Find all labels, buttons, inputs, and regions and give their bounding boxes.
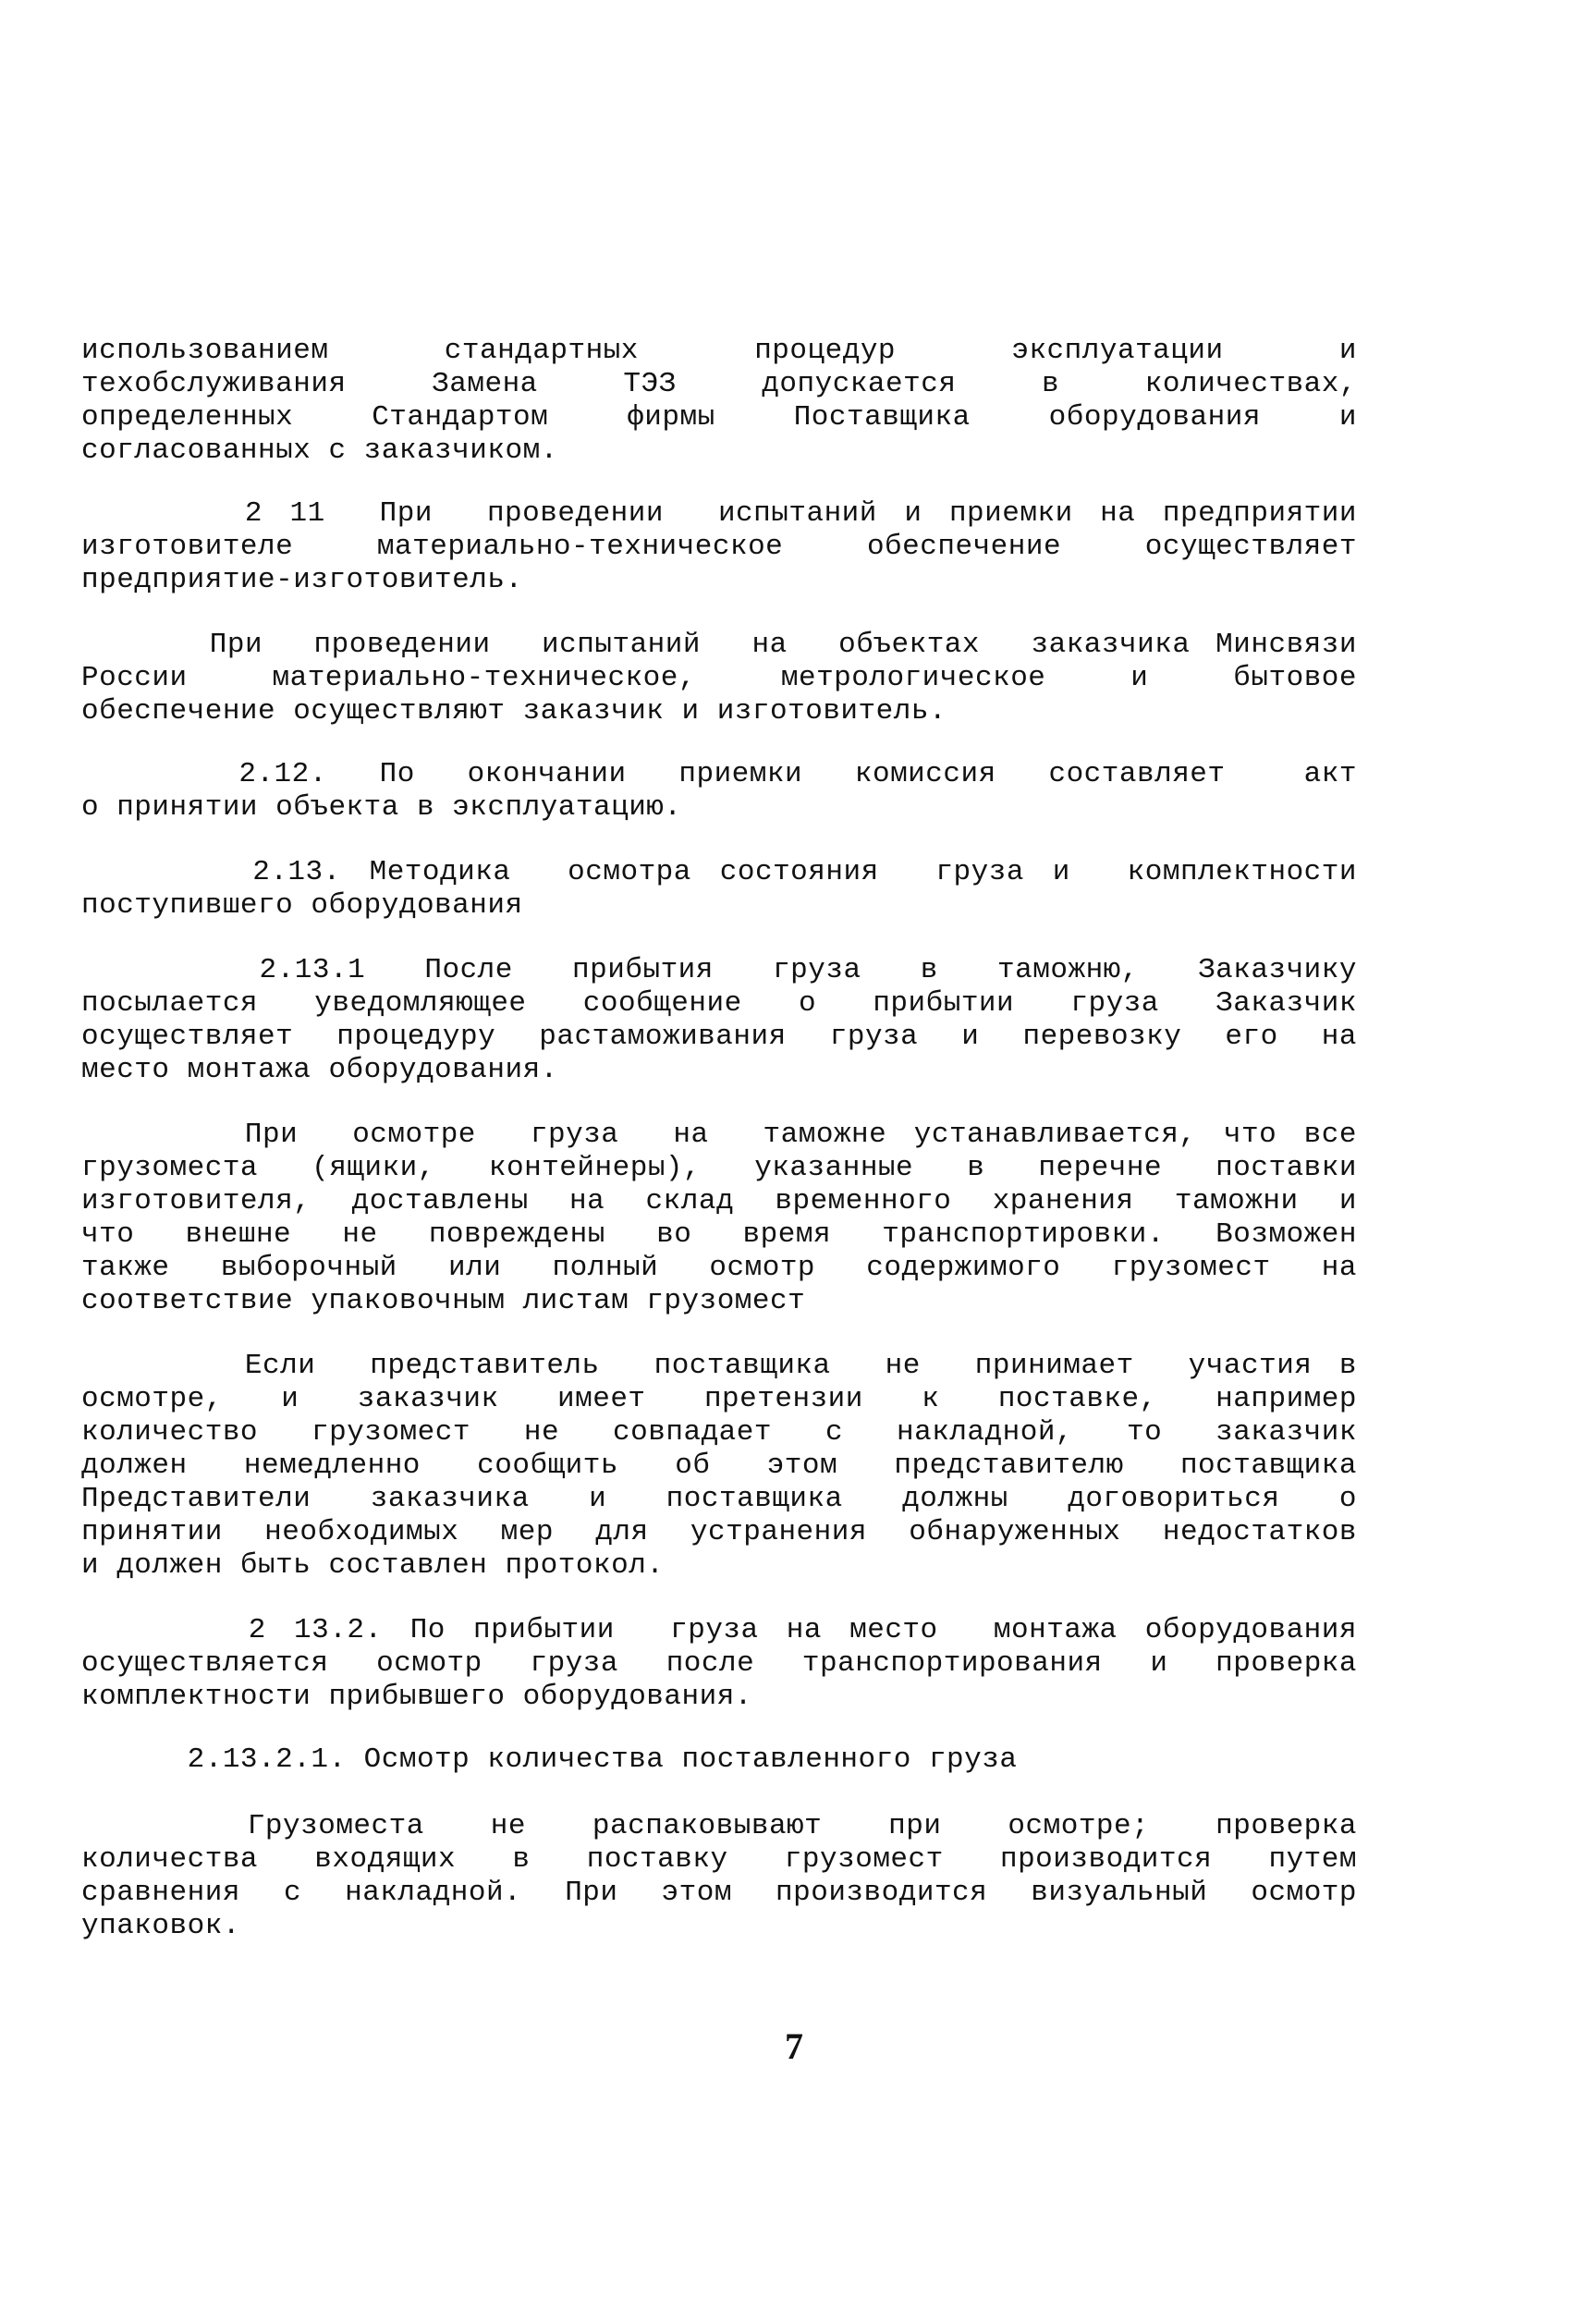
text-line: Грузоместа не распаковывают при осмотре; проверка [81, 1810, 1357, 1842]
text-line: 2.13.2.1. Осмотр количества поставленного груза [81, 1743, 1018, 1776]
page-number: 7 [785, 2025, 803, 2067]
paragraph-2-13-heading [81, 856, 1357, 923]
text-line: также выборочный или полный осмотр содержимого грузомест на [81, 1252, 1357, 1284]
text-line: При осмотре груза на таможне устанавливается, что все [81, 1119, 1357, 1151]
text-line: комплектности прибывшего оборудования. [81, 1681, 752, 1713]
text-line: России материально-техническое, метрологическое и бытовое [81, 662, 1357, 694]
text-line: принятии необходимых мер для устранения обнаруженных недостатков [81, 1516, 1357, 1548]
paragraph-customs-inspection [81, 1119, 1357, 1318]
text-line: изготовителе материально-техническое обеспечение осуществляет [81, 531, 1357, 563]
text-line: количество грузомест не совпадает с накладной, то заказчик [81, 1416, 1357, 1449]
paragraph-supplier-absence [81, 1350, 1357, 1583]
text-line: 2.13.1 После прибытия груза в таможню, Заказчику [81, 954, 1357, 986]
text-line: поступившего оборудования [81, 889, 523, 922]
paragraph-package-inspection [81, 1810, 1357, 1943]
text-line: место монтажа оборудования. [81, 1054, 558, 1086]
paragraph-customer-testing [81, 629, 1357, 728]
text-line: упаковок. [81, 1910, 240, 1942]
paragraph-2-13-2 [81, 1614, 1357, 1714]
text-line: грузоместа (ящики, контейнеры), указанные в перечне поставки [81, 1152, 1357, 1184]
paragraph-2-13-1 [81, 954, 1357, 1087]
text-line: изготовителя, доставлены на склад временного хранения таможни и [81, 1185, 1357, 1217]
text-line: должен немедленно сообщить об этом представителю поставщика [81, 1449, 1357, 1482]
paragraph-2-12 [81, 758, 1357, 825]
text-line: 2.12. По окончании приемки комиссия составляет акт [81, 758, 1357, 790]
text-line: осмотре, и заказчик имеет претензии к поставке, например [81, 1383, 1357, 1415]
text-line: определенных Стандартом фирмы Поставщика оборудования и [81, 401, 1357, 434]
text-line: предприятие-изготовитель. [81, 564, 523, 596]
text-line: Если представитель поставщика не принимает участия в [81, 1350, 1357, 1382]
text-line: количества входящих в поставку грузомест производится путем [81, 1843, 1357, 1876]
text-line: использованием стандартных процедур эксплуатации и [81, 335, 1357, 367]
text-line: согласованных с заказчиком. [81, 434, 558, 467]
text-line: посылается уведомляющее сообщение о прибытии груза Заказчик [81, 987, 1357, 1020]
paragraph-2-11 [81, 497, 1357, 597]
text-line: 2 13.2. По прибытии груза на место монтажа оборудования [81, 1614, 1357, 1646]
text-line: сравнения с накладной. При этом производится визуальный осмотр [81, 1877, 1357, 1909]
text-line: При проведении испытаний на объектах заказчика Минсвязи [81, 629, 1357, 661]
text-line: осуществляет процедуру растаможивания груза и перевозку его на [81, 1021, 1357, 1053]
paragraph-2-13-2-1-heading [81, 1743, 1357, 1777]
text-line: о принятии объекта в эксплуатацию. [81, 791, 682, 824]
text-line: 2 11 При проведении испытаний и приемки на предприятии [81, 497, 1357, 530]
text-line: что внешне не повреждены во время транспортировки. Возможен [81, 1218, 1357, 1251]
text-line: техобслуживания Замена ТЭЗ допускается в количествах, [81, 368, 1357, 400]
text-line: и должен быть составлен протокол. [81, 1549, 665, 1582]
text-line: осуществляется осмотр груза после транспортирования и проверка [81, 1647, 1357, 1680]
text-line: соответствие упаковочным листам грузомест [81, 1285, 806, 1317]
paragraph-tez-replacement [81, 335, 1357, 468]
text-line: 2.13. Методика осмотра состояния груза и комплектности [81, 856, 1357, 888]
text-line: Представители заказчика и поставщика должны договориться о [81, 1483, 1357, 1515]
text-line: обеспечение осуществляют заказчик и изготовитель. [81, 695, 947, 728]
